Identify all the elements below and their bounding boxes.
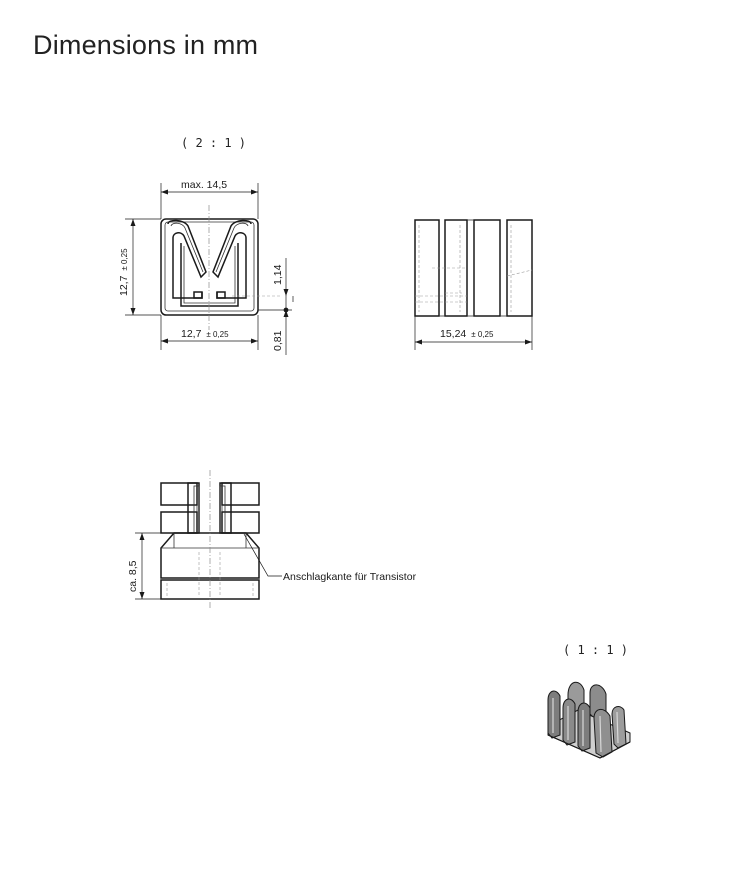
dim-side-width	[415, 316, 532, 350]
dim-bottom-width-value: 12,7	[181, 328, 202, 340]
svg-text:15,24 ± 0,25	[440, 328, 494, 340]
svg-text:12,7 ± 0,25	[118, 248, 130, 296]
dim-top-width-label: max. 14,5	[181, 179, 228, 191]
dim-left-height-value: 12,7	[118, 275, 130, 296]
dim-bottom-width-tol: ± 0,25	[206, 330, 229, 339]
bottom-view	[161, 470, 282, 610]
dim-side-width-tol: ± 0,25	[471, 330, 494, 339]
dim-left-height-tol: ± 0,25	[120, 248, 129, 271]
side-view	[415, 220, 532, 316]
annotation-label: Anschlagkante für Transistor	[283, 571, 417, 583]
dim-top-width	[161, 179, 258, 219]
dim-right-thickness	[258, 258, 293, 355]
dim-bottom-view-height-label: ca. 8,5	[127, 560, 139, 592]
page-title: Dimensions in mm	[33, 30, 259, 60]
isometric-view	[548, 682, 630, 758]
dim-bottom-width	[161, 315, 258, 350]
dim-right-lower-label: 0,81	[272, 330, 284, 351]
dim-left-height	[118, 219, 161, 315]
front-scale-label: ( 2 : 1 )	[181, 136, 247, 150]
svg-text:12,7 ± 0,25	[181, 328, 229, 340]
iso-scale-label: ( 1 : 1 )	[563, 643, 629, 657]
front-view	[161, 205, 280, 330]
dim-bottom-view-height	[127, 533, 161, 599]
dim-right-upper-label: 1,14	[272, 264, 284, 285]
dim-side-width-value: 15,24	[440, 328, 467, 340]
